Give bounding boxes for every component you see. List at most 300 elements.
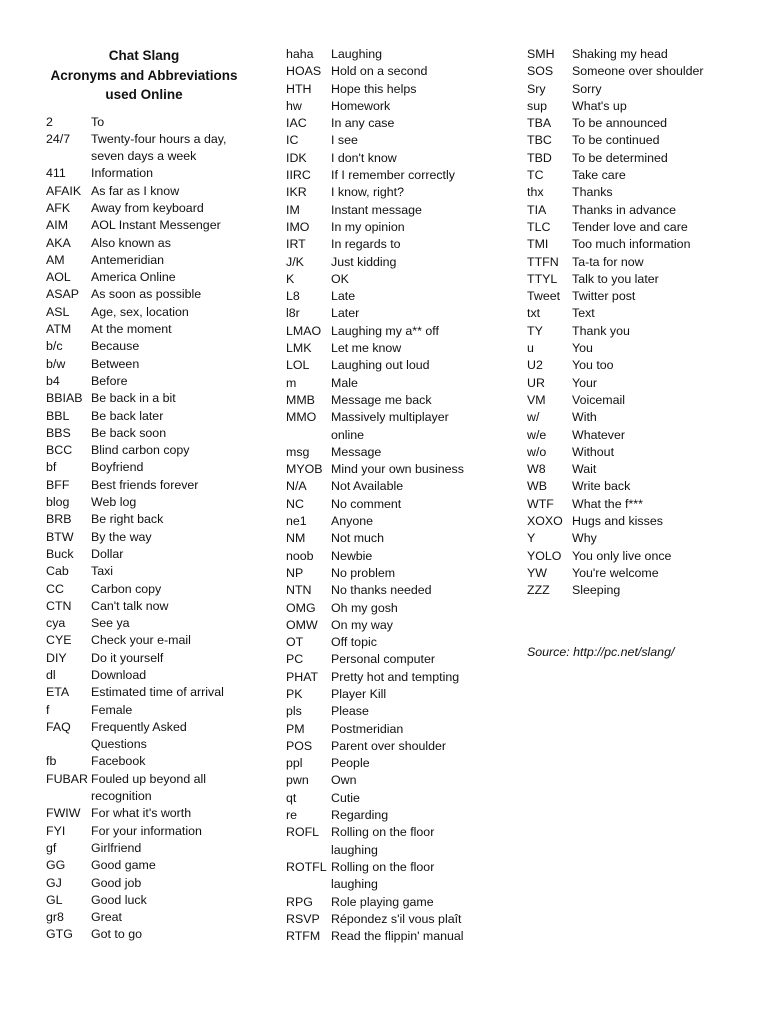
- slang-entry: [46, 183, 276, 200]
- title-line-1: Chat Slang: [108, 48, 180, 63]
- slang-abbreviation: ROTFL: [286, 859, 327, 874]
- slang-abbreviation: WTF: [527, 496, 554, 511]
- slang-definition: Thanks in advance: [572, 202, 677, 217]
- slang-entry: [286, 634, 518, 651]
- slang-definition: Own: [331, 773, 357, 788]
- slang-definition: Late: [331, 289, 356, 304]
- slang-definition: Web log: [91, 495, 137, 510]
- slang-entry: [46, 494, 276, 511]
- slang-entry: [46, 321, 276, 338]
- slang-abbreviation: SOS: [527, 64, 554, 79]
- slang-abbreviation: NP: [286, 565, 304, 580]
- slang-abbreviation: m: [286, 375, 297, 390]
- slang-definition: Male: [331, 375, 358, 390]
- slang-definition: Off topic: [331, 635, 377, 650]
- slang-abbreviation: ROFL: [286, 825, 320, 840]
- slang-abbreviation: OMW: [286, 617, 318, 632]
- slang-entry: [286, 600, 518, 617]
- column-2: [286, 46, 518, 945]
- slang-abbreviation: TBD: [527, 150, 552, 165]
- slang-definition: Good game: [91, 858, 156, 873]
- slang-definition: Not Available: [331, 479, 404, 494]
- slang-definition: You're welcome: [572, 565, 659, 580]
- slang-entry: [46, 477, 276, 494]
- slang-entry: [46, 286, 276, 303]
- slang-abbreviation: MMB: [286, 392, 315, 407]
- slang-definition: Between: [91, 356, 140, 371]
- slang-definition: Message: [331, 444, 382, 459]
- slang-abbreviation: Buck: [46, 546, 74, 561]
- slang-abbreviation: TMI: [527, 237, 549, 252]
- slang-entry: [46, 581, 276, 598]
- slang-entry: [46, 909, 276, 926]
- slang-definition: Information: [91, 166, 153, 181]
- slang-entry: [46, 719, 276, 754]
- slang-definition: I see: [331, 133, 358, 148]
- slang-abbreviation: POS: [286, 738, 313, 753]
- slang-entry: [46, 235, 276, 252]
- slang-definition: If I remember correctly: [331, 168, 455, 183]
- slang-definition: Laughing my a** off: [331, 323, 439, 338]
- slang-abbreviation: VM: [527, 392, 546, 407]
- slang-abbreviation: w/: [527, 410, 540, 425]
- slang-definition: No problem: [331, 565, 396, 580]
- slang-definition: In regards to: [331, 237, 401, 252]
- slang-entry: [286, 219, 518, 236]
- slang-definition: Without: [572, 444, 615, 459]
- slang-abbreviation: RTFM: [286, 929, 321, 944]
- slang-entry: [46, 667, 276, 684]
- slang-definition: Frequently Asked Questions: [91, 719, 187, 752]
- slang-definition: Massively multiplayer online: [331, 410, 449, 442]
- slang-definition: Can't talk now: [91, 598, 169, 613]
- slang-abbreviation: LMAO: [286, 323, 322, 338]
- slang-definition: Mind your own business: [331, 462, 464, 477]
- slang-definition: I know, right?: [331, 185, 405, 200]
- slang-abbreviation: UR: [527, 375, 545, 390]
- slang-definition: Anyone: [331, 514, 374, 529]
- slang-abbreviation: w/o: [527, 444, 547, 459]
- slang-definition: Sleeping: [572, 583, 621, 598]
- slang-abbreviation: gr8: [46, 910, 64, 925]
- slang-entry: [46, 217, 276, 234]
- slang-entry: [527, 81, 752, 98]
- slang-entry: [286, 305, 518, 322]
- slang-entry: [46, 373, 276, 390]
- slang-abbreviation: ASAP: [46, 287, 80, 302]
- slang-abbreviation: GG: [46, 858, 66, 873]
- slang-entry: [286, 132, 518, 149]
- slang-definition: No thanks needed: [331, 583, 432, 598]
- slang-abbreviation: noob: [286, 548, 314, 563]
- slang-definition: Also known as: [91, 235, 171, 250]
- slang-abbreviation: GL: [46, 892, 63, 907]
- slang-abbreviation: bf: [46, 460, 57, 475]
- slang-definition: Parent over shoulder: [331, 738, 447, 753]
- slang-entry: [527, 375, 752, 392]
- slang-entry: [46, 875, 276, 892]
- slang-abbreviation: PM: [286, 721, 305, 736]
- slang-definition: You: [572, 341, 593, 356]
- slang-abbreviation: w/e: [527, 427, 547, 442]
- slang-abbreviation: FUBAR: [46, 771, 88, 786]
- slang-abbreviation: TBC: [527, 133, 552, 148]
- slang-abbreviation: TBA: [527, 116, 552, 131]
- slang-definition: Twitter post: [572, 289, 636, 304]
- slang-entry: [286, 409, 518, 444]
- slang-definition: Cutie: [331, 790, 360, 805]
- slang-entry: [527, 513, 752, 530]
- slang-entry: [527, 132, 752, 149]
- slang-abbreviation: AIM: [46, 218, 69, 233]
- slang-abbreviation: b/c: [46, 339, 63, 354]
- slang-entry: [286, 98, 518, 115]
- slang-abbreviation: thx: [527, 185, 544, 200]
- slang-abbreviation: pwn: [286, 773, 309, 788]
- slang-definition: AOL Instant Messenger: [91, 218, 221, 233]
- slang-list-2: [286, 46, 518, 945]
- slang-definition: Hugs and kisses: [572, 514, 663, 529]
- slang-definition: To: [91, 114, 105, 129]
- slang-definition: Hope this helps: [331, 81, 417, 96]
- slang-entry: [286, 582, 518, 599]
- slang-abbreviation: AFK: [46, 200, 71, 215]
- slang-entry: [527, 46, 752, 63]
- slang-abbreviation: b/w: [46, 356, 66, 371]
- slang-abbreviation: GTG: [46, 927, 73, 942]
- slang-definition: Hold on a second: [331, 64, 428, 79]
- slang-abbreviation: XOXO: [527, 514, 563, 529]
- slang-definition: Antemeridian: [91, 252, 165, 267]
- slang-abbreviation: TC: [527, 168, 544, 183]
- slang-abbreviation: FYI: [46, 823, 66, 838]
- slang-abbreviation: LOL: [286, 358, 310, 373]
- slang-entry: [527, 305, 752, 322]
- slang-entry: [286, 703, 518, 720]
- slang-entry: [46, 650, 276, 667]
- slang-abbreviation: NM: [286, 531, 306, 546]
- slang-entry: [286, 271, 518, 288]
- slang-entry: [286, 115, 518, 132]
- slang-definition: See ya: [91, 616, 130, 631]
- slang-abbreviation: AKA: [46, 235, 71, 250]
- slang-definition: Postmeridian: [331, 721, 404, 736]
- slang-entry: [46, 771, 276, 806]
- slang-abbreviation: ZZZ: [527, 583, 550, 598]
- slang-definition: To be determined: [572, 150, 668, 165]
- slang-abbreviation: 24/7: [46, 131, 71, 146]
- slang-definition: Please: [331, 704, 369, 719]
- slang-definition: Be back later: [91, 408, 164, 423]
- slang-abbreviation: CYE: [46, 633, 72, 648]
- slang-entry: [46, 459, 276, 476]
- slang-abbreviation: BFF: [46, 477, 70, 492]
- slang-abbreviation: AM: [46, 252, 65, 267]
- slang-abbreviation: TY: [527, 323, 543, 338]
- slang-abbreviation: TLC: [527, 219, 551, 234]
- slang-definition: Before: [91, 373, 128, 388]
- slang-entry: [286, 686, 518, 703]
- slang-abbreviation: YOLO: [527, 548, 562, 563]
- slang-definition: Female: [91, 702, 133, 717]
- slang-abbreviation: gf: [46, 840, 57, 855]
- slang-entry: [527, 150, 752, 167]
- slang-entry: [286, 236, 518, 253]
- slang-entry: [527, 357, 752, 374]
- slang-definition: Not much: [331, 531, 385, 546]
- slang-definition: Someone over shoulder: [572, 64, 704, 79]
- slang-definition: Wait: [572, 462, 597, 477]
- slang-abbreviation: N/A: [286, 479, 307, 494]
- slang-entry: [46, 702, 276, 719]
- slang-abbreviation: DIY: [46, 650, 67, 665]
- slang-definition: Regarding: [331, 808, 389, 823]
- slang-entry: [286, 807, 518, 824]
- slang-abbreviation: haha: [286, 47, 314, 61]
- slang-entry: [286, 824, 518, 859]
- slang-definition: Download: [91, 668, 147, 682]
- slang-abbreviation: CTN: [46, 598, 72, 613]
- slang-entry: [46, 753, 276, 770]
- slang-definition: America Online: [91, 270, 176, 285]
- slang-definition: Check your e-mail: [91, 633, 191, 648]
- slang-definition: What's up: [572, 98, 627, 113]
- slang-definition: Do it yourself: [91, 650, 164, 665]
- slang-definition: Rolling on the floor laughing: [331, 859, 435, 892]
- slang-abbreviation: NC: [286, 496, 304, 511]
- slang-abbreviation: U2: [527, 358, 543, 373]
- slang-entry: [46, 200, 276, 217]
- slang-definition: Player Kill: [331, 686, 387, 701]
- slang-entry: [46, 563, 276, 580]
- slang-abbreviation: IC: [286, 133, 299, 148]
- slang-abbreviation: BRB: [46, 512, 72, 527]
- slang-abbreviation: Tweet: [527, 289, 561, 304]
- slang-definition: Best friends forever: [91, 477, 199, 492]
- slang-entry: [286, 651, 518, 668]
- slang-entry: [46, 684, 276, 701]
- slang-list-1: [46, 114, 276, 944]
- slang-abbreviation: blog: [46, 495, 70, 510]
- slang-definition: Dollar: [91, 546, 124, 561]
- slang-abbreviation: PK: [286, 686, 303, 701]
- slang-abbreviation: TTFN: [527, 254, 559, 269]
- title-line-3: used Online: [105, 87, 183, 102]
- slang-entry: [286, 202, 518, 219]
- slang-definition: Répondez s'il vous plaît: [331, 911, 462, 926]
- slang-entry: [46, 252, 276, 269]
- slang-abbreviation: ATM: [46, 322, 72, 337]
- slang-entry: [46, 511, 276, 528]
- slang-abbreviation: Cab: [46, 564, 69, 579]
- slang-definition: Take care: [572, 168, 626, 183]
- slang-entry: [527, 427, 752, 444]
- slang-definition: Thank you: [572, 323, 630, 338]
- slang-entry: [286, 288, 518, 305]
- slang-abbreviation: BTW: [46, 529, 74, 544]
- slang-definition: On my way: [331, 617, 393, 632]
- slang-entry: [527, 202, 752, 219]
- slang-entry: [527, 409, 752, 426]
- slang-abbreviation: IIRC: [286, 168, 311, 183]
- slang-abbreviation: FAQ: [46, 719, 71, 734]
- slang-entry: [46, 615, 276, 632]
- slang-entry: [46, 823, 276, 840]
- slang-definition: Great: [91, 910, 122, 925]
- slang-abbreviation: ne1: [286, 514, 307, 529]
- slang-abbreviation: txt: [527, 306, 541, 321]
- slang-definition: Talk to you later: [572, 271, 659, 286]
- slang-abbreviation: ppl: [286, 756, 303, 771]
- slang-definition: To be announced: [572, 116, 668, 131]
- slang-definition: With: [572, 410, 597, 425]
- slang-abbreviation: f: [46, 702, 50, 717]
- slang-entry: [527, 323, 752, 340]
- slang-entry: [527, 548, 752, 565]
- slang-abbreviation: HTH: [286, 81, 312, 96]
- slang-abbreviation: OT: [286, 635, 304, 650]
- slang-definition: Homework: [331, 98, 391, 113]
- slang-entry: [286, 392, 518, 409]
- slang-definition: As far as I know: [91, 183, 180, 198]
- slang-abbreviation: Sry: [527, 81, 546, 96]
- slang-abbreviation: BBIAB: [46, 391, 83, 406]
- slang-entry: [286, 721, 518, 738]
- slang-entry: [286, 150, 518, 167]
- slang-entry: [46, 529, 276, 546]
- slang-definition: For your information: [91, 823, 202, 838]
- slang-definition: Your: [572, 375, 598, 390]
- slang-entry: [46, 442, 276, 459]
- slang-entry: [286, 323, 518, 340]
- column-3: [527, 46, 752, 661]
- slang-definition: As soon as possible: [91, 287, 202, 302]
- slang-abbreviation: J/K: [286, 254, 304, 269]
- slang-definition: Shaking my head: [572, 47, 668, 61]
- slang-abbreviation: TIA: [527, 202, 547, 217]
- slang-abbreviation: OMG: [286, 600, 316, 615]
- slang-definition: Be back soon: [91, 425, 167, 440]
- slang-definition: Fouled up beyond all recognition: [91, 771, 207, 804]
- slang-abbreviation: ASL: [46, 304, 70, 319]
- slang-entry: [286, 859, 518, 894]
- slang-abbreviation: TTYL: [527, 271, 558, 286]
- slang-definition: Instant message: [331, 202, 422, 217]
- slang-definition: Sorry: [572, 81, 602, 96]
- slang-entry: [286, 548, 518, 565]
- slang-abbreviation: RPG: [286, 894, 313, 909]
- slang-abbreviation: CC: [46, 581, 64, 596]
- slang-definition: Oh my gosh: [331, 600, 398, 615]
- slang-definition: To be continued: [572, 133, 660, 148]
- slang-entry: [46, 632, 276, 649]
- slang-definition: Laughing out loud: [331, 358, 430, 373]
- slang-abbreviation: BBL: [46, 408, 70, 423]
- slang-definition: Carbon copy: [91, 581, 162, 596]
- slang-definition: Rolling on the floor laughing: [331, 825, 435, 857]
- slang-abbreviation: IRT: [286, 237, 306, 252]
- slang-definition: Text: [572, 306, 595, 321]
- slang-abbreviation: IDK: [286, 150, 307, 165]
- slang-definition: Age, sex, location: [91, 304, 189, 319]
- slang-entry: [286, 669, 518, 686]
- slang-entry: [286, 496, 518, 513]
- slang-entry: [527, 236, 752, 253]
- slang-definition: You too: [572, 358, 614, 373]
- slang-abbreviation: HOAS: [286, 64, 322, 79]
- slang-entry: [527, 461, 752, 478]
- slang-definition: People: [331, 756, 370, 771]
- slang-entry: [527, 115, 752, 132]
- slang-abbreviation: u: [527, 341, 534, 356]
- slang-entry: [527, 184, 752, 201]
- slang-entry: [46, 857, 276, 874]
- slang-entry: [286, 357, 518, 374]
- slang-entry: [46, 425, 276, 442]
- slang-abbreviation: IM: [286, 202, 300, 217]
- slang-abbreviation: sup: [527, 98, 547, 113]
- slang-abbreviation: 2: [46, 114, 53, 129]
- slang-definition: Pretty hot and tempting: [331, 669, 460, 684]
- slang-entry: [286, 928, 518, 945]
- slang-entry: [527, 444, 752, 461]
- slang-abbreviation: dl: [46, 668, 56, 682]
- slang-entry: [286, 63, 518, 80]
- slang-abbreviation: MMO: [286, 410, 317, 425]
- slang-entry: [46, 269, 276, 286]
- slang-entry: [527, 288, 752, 305]
- page-title: [46, 46, 242, 105]
- slang-entry: [286, 790, 518, 807]
- slang-entry: [286, 894, 518, 911]
- slang-abbreviation: qt: [286, 790, 297, 805]
- slang-definition: In any case: [331, 116, 395, 131]
- slang-entry: [46, 390, 276, 407]
- slang-abbreviation: RSVP: [286, 911, 320, 926]
- slang-definition: Too much information: [572, 237, 691, 252]
- slang-definition: By the way: [91, 529, 152, 544]
- slang-definition: Let me know: [331, 341, 402, 356]
- slang-abbreviation: W8: [527, 462, 546, 477]
- slang-entry: [286, 167, 518, 184]
- slang-definition: Laughing: [331, 47, 382, 61]
- slang-entry: [286, 617, 518, 634]
- slang-abbreviation: NTN: [286, 583, 312, 598]
- slang-definition: Boyfriend: [91, 460, 144, 475]
- column-1: [46, 46, 276, 944]
- slang-entry: [527, 219, 752, 236]
- slang-entry: [46, 338, 276, 355]
- slang-definition: Write back: [572, 479, 631, 494]
- slang-entry: [286, 755, 518, 772]
- slang-abbreviation: MYOB: [286, 462, 323, 477]
- slang-definition: For what it's worth: [91, 806, 192, 821]
- slang-abbreviation: PHAT: [286, 669, 319, 684]
- slang-abbreviation: K: [286, 271, 295, 286]
- slang-definition: What the f***: [572, 496, 643, 511]
- slang-entry: [286, 738, 518, 755]
- slang-entry: [527, 582, 752, 599]
- slang-definition: Personal computer: [331, 652, 435, 667]
- slang-entry: [286, 513, 518, 530]
- slang-entry: [46, 840, 276, 857]
- slang-definition: Thanks: [572, 185, 613, 200]
- slang-abbreviation: msg: [286, 444, 310, 459]
- slang-definition: No comment: [331, 496, 402, 511]
- slang-abbreviation: WB: [527, 479, 547, 494]
- slang-abbreviation: PC: [286, 652, 304, 667]
- slang-entry: [286, 772, 518, 789]
